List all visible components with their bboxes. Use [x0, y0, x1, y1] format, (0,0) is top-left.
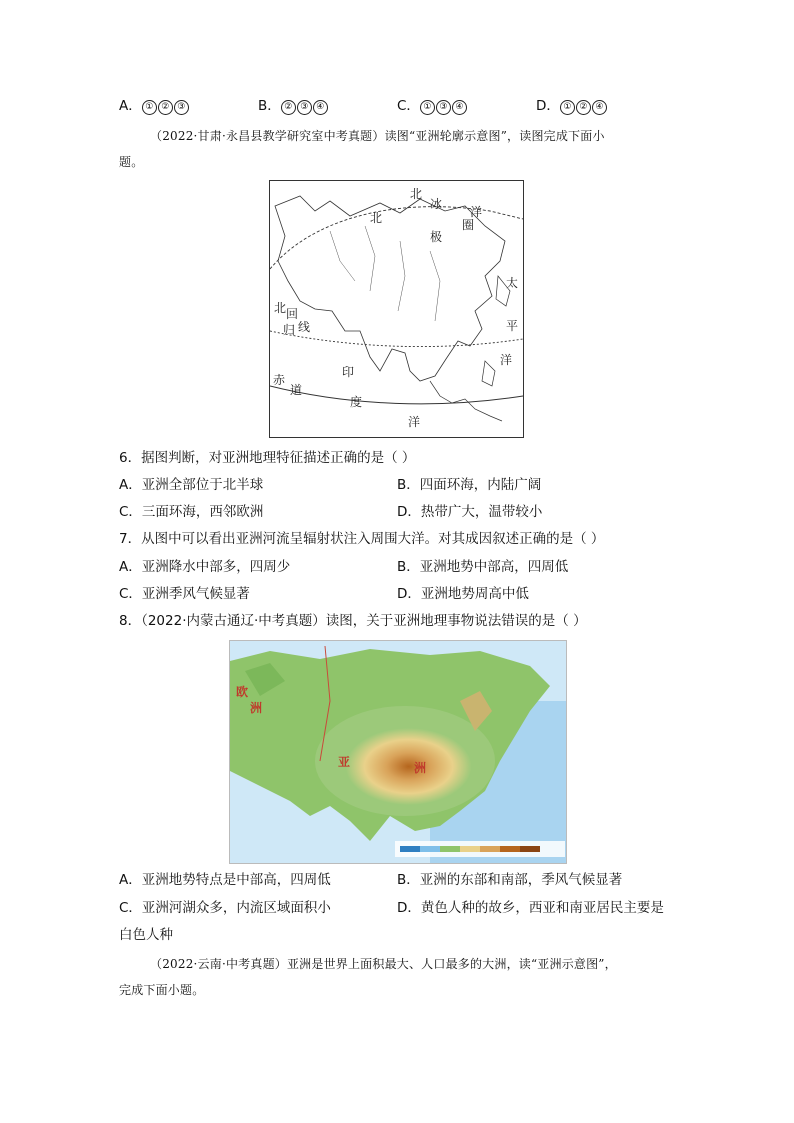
label-bei-1: 北: [410, 187, 423, 201]
option-b: [258, 97, 329, 115]
label-zhou-1: 洲: [250, 701, 263, 715]
circled-number: ②: [281, 100, 296, 115]
option-d-letter: D．: [536, 98, 560, 114]
arctic-circle-line: [270, 207, 523, 269]
circled-number: ④: [452, 100, 467, 115]
label-yin: 印: [342, 365, 355, 379]
circled-number: ③: [436, 100, 451, 115]
circled-number: ②: [158, 100, 173, 115]
q6-option-b: B．四面环海，内陆广阔: [397, 477, 542, 493]
circled-number: ④: [313, 100, 328, 115]
legend-swatch: [500, 846, 520, 852]
physical-map-drawing: [230, 641, 566, 863]
option-c: [397, 97, 468, 115]
label-bei-3: 北: [274, 301, 287, 315]
option-c-letter: C．: [397, 98, 420, 114]
q8-option-c: C．亚洲河湖众多，内流区域面积小: [119, 900, 331, 916]
label-zhou-2: 洲: [414, 761, 427, 775]
q8-option-a: A．亚洲地势特点是中部高，四周低: [119, 872, 331, 888]
q6-stem: 6．据图判断，对亚洲地理特征描述正确的是（ ）: [119, 450, 416, 466]
circled-number: ①: [142, 100, 157, 115]
q7-option-d: D．亚洲地势周高中低: [397, 586, 529, 602]
asia-outline-map: [269, 180, 524, 438]
intro-1-line-1: （2022·甘肃·永昌县教学研究室中考真题）读图“亚洲轮廓示意图”，读图完成下面小: [150, 129, 605, 143]
label-xian: 线: [298, 320, 311, 334]
equator-line: [270, 386, 523, 404]
intro-2-line-1: （2022·云南·中考真题）亚洲是世界上面积最大、人口最多的大洲，读“亚洲示意图”，: [150, 957, 617, 971]
circled-number: ②: [576, 100, 591, 115]
option-b-letter: B．: [258, 98, 281, 114]
label-ji: 极: [430, 230, 443, 244]
label-ping: 平: [506, 319, 519, 333]
q7-option-b: B．亚洲地势中部高，四周低: [397, 559, 569, 575]
option-a: [119, 97, 190, 115]
circled-number: ①: [560, 100, 575, 115]
legend-swatch: [520, 846, 540, 852]
label-bei-2: 北: [370, 211, 383, 225]
q7-option-c: C．亚洲季风气候显著: [119, 586, 250, 602]
q8-option-d-continued: 白色人种: [119, 927, 173, 943]
label-chi: 赤: [273, 373, 286, 387]
label-ou: 欧: [236, 685, 249, 699]
label-quan: 圈: [462, 218, 475, 232]
legend-swatch: [440, 846, 460, 852]
legend-swatch: [480, 846, 500, 852]
label-gui: 归: [283, 323, 296, 337]
label-bing: 冰: [430, 197, 443, 211]
intro-2-line-2: 完成下面小题。: [119, 983, 205, 997]
label-ya: 亚: [338, 755, 351, 769]
circled-number: ③: [174, 100, 189, 115]
label-yang-bottom: 洋: [408, 415, 421, 429]
legend-swatch: [420, 846, 440, 852]
option-a-letter: A．: [119, 98, 142, 114]
label-dao: 道: [290, 383, 303, 397]
circled-number: ①: [420, 100, 435, 115]
inland-rivers: [330, 226, 443, 321]
label-yang-top: 洋: [470, 205, 483, 219]
asia-physical-map: [229, 640, 567, 864]
option-d: [536, 97, 608, 115]
circled-number: ④: [592, 100, 607, 115]
q8-stem: 8．（2022·内蒙古通辽·中考真题）读图，关于亚洲地理事物说法错误的是（ ）: [119, 613, 587, 629]
philippines-outline: [482, 361, 495, 386]
label-hui: 回: [286, 307, 299, 321]
circled-number: ③: [297, 100, 312, 115]
southeast-asia-islands: [430, 381, 502, 421]
q8-option-b: B．亚洲的东部和南部，季风气候显著: [397, 872, 623, 888]
label-tai: 太: [506, 276, 519, 290]
label-yang-right: 洋: [500, 353, 513, 367]
q6-option-c: C．三面环海，西邻欧洲: [119, 504, 264, 520]
q8-option-d: D．黄色人种的故乡，西亚和南亚居民主要是: [397, 900, 664, 916]
q6-option-d: D．热带广大，温带较小: [397, 504, 543, 520]
q7-option-a: A．亚洲降水中部多，四周少: [119, 559, 291, 575]
outline-map-drawing: [270, 181, 523, 437]
label-du: 度: [350, 395, 363, 409]
intro-1-line-2: 题。: [119, 155, 144, 169]
legend-swatch: [400, 846, 420, 852]
q7-stem: 7．从图中可以看出亚洲河流呈辐射状注入周围大洋。对其成因叙述正确的是（ ）: [119, 531, 605, 547]
q6-option-a: A．亚洲全部位于北半球: [119, 477, 264, 493]
legend-swatch: [460, 846, 480, 852]
